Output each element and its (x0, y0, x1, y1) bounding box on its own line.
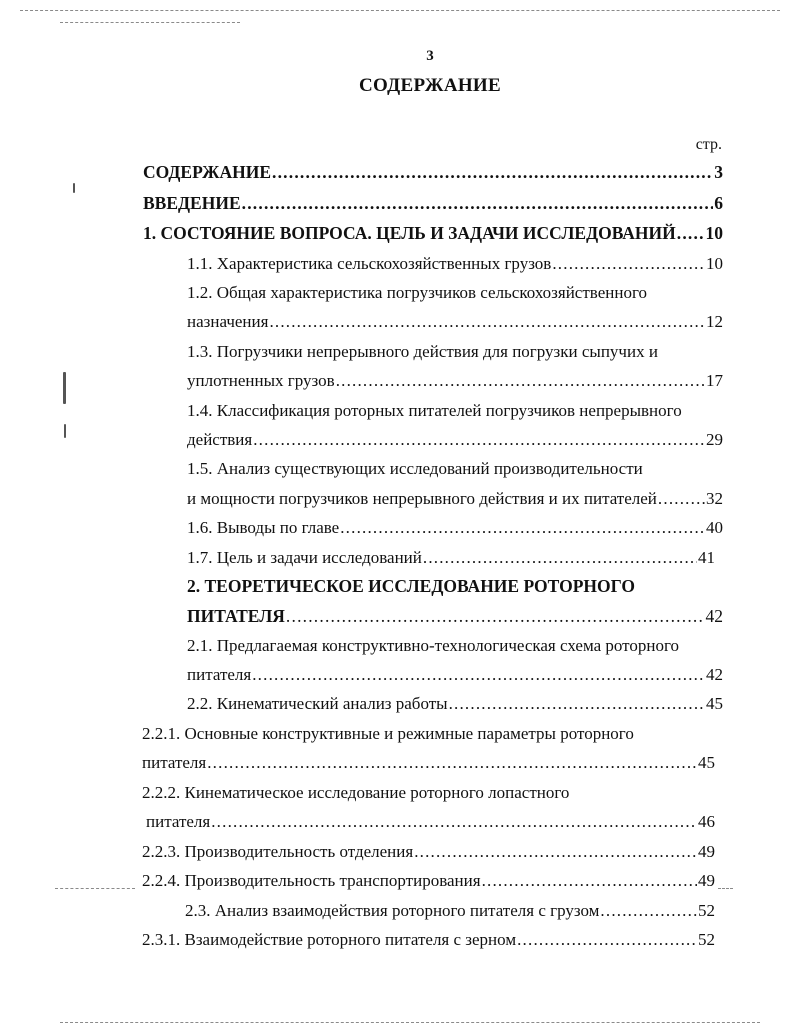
toc-entry-1-7[interactable]: 1.7. Цель и задачи исследований ..... 41 (187, 548, 715, 570)
toc-entry-2-2-2-cont[interactable]: питателя ..... 46 (146, 812, 715, 834)
toc-entry-1-3[interactable]: 1.3. Погрузчики непрерывного действия для погрузки сыпучих и (187, 342, 658, 361)
toc-entry-1-2[interactable]: 1.2. Общая характеристика погрузчиков сельскохозяйственного (187, 283, 647, 302)
toc-entry-chapter-2[interactable]: 2. ТЕОРЕТИЧЕСКОЕ ИССЛЕДОВАНИЕ РОТОРНОГО (187, 576, 635, 596)
scan-bottom-edge (60, 1022, 760, 1023)
toc-entry-2-2-2[interactable]: 2.2.2. Кинематическое исследование роторного лопастного (142, 783, 570, 802)
scan-mark (60, 22, 240, 23)
toc-entry-chapter-2-cont[interactable]: ПИТАТЕЛЯ ..... 42 (187, 606, 723, 628)
toc-entry-2-2-1[interactable]: 2.2.1. Основные конструктивные и режимные параметры роторного (142, 724, 634, 743)
toc-entry-2-3[interactable]: 2.3. Анализ взаимодействия роторного питателя с грузом ..... 52 (185, 901, 715, 923)
toc-entry-1-5[interactable]: 1.5. Анализ существующих исследований производительности (187, 459, 643, 478)
toc-entry-1-1[interactable]: 1.1. Характеристика сельскохозяйственных грузов ..... 10 (187, 254, 723, 276)
toc-entry-1-5-cont[interactable]: и мощности погрузчиков непрерывного действия и их питателей ..... 32 (187, 489, 723, 511)
scan-top-edge (20, 10, 780, 11)
toc-entry-1-3-cont[interactable]: уплотненных грузов ..... 17 (187, 371, 723, 393)
toc-entry-2-2-3[interactable]: 2.2.3. Производительность отделения ..... 49 (142, 842, 715, 864)
page-title: СОДЕРЖАНИЕ (359, 75, 501, 96)
toc-entry-introduction[interactable]: ВВЕДЕНИЕ ..... 6 (143, 193, 723, 215)
scan-speck (64, 424, 66, 438)
toc-entry-1-4-cont[interactable]: действия ..... 29 (187, 430, 723, 452)
scan-speck (63, 372, 66, 404)
toc-entry-2-3-1[interactable]: 2.3.1. Взаимодействие роторного питателя с зерном ..... 52 (142, 930, 715, 952)
toc-entry-1-4[interactable]: 1.4. Классификация роторных питателей погрузчиков непрерывного (187, 401, 682, 420)
page-number: 3 (426, 48, 434, 64)
scan-mark (718, 888, 733, 889)
toc-entry-2-1-cont[interactable]: питателя ..... 42 (187, 665, 723, 687)
toc-entry-1-2-cont[interactable]: назначения ..... 12 (187, 312, 723, 334)
toc-entry-2-2-1-cont[interactable]: питателя ..... 45 (142, 753, 715, 775)
toc-entry-2-2-4[interactable]: 2.2.4. Производительность транспортирования ..... 49 (142, 871, 715, 893)
scan-speck (73, 183, 75, 193)
scan-mark (55, 888, 135, 889)
toc-entry-chapter-1[interactable]: 1. СОСТОЯНИЕ ВОПРОСА. ЦЕЛЬ И ЗАДАЧИ ИССЛЕДОВАНИЙ ..... 10 (143, 223, 723, 245)
toc-entry-1-6[interactable]: 1.6. Выводы по главе ..... 40 (187, 518, 723, 540)
toc-entry-contents[interactable]: СОДЕРЖАНИЕ ..... 3 (143, 162, 723, 184)
toc-entry-2-2[interactable]: 2.2. Кинематический анализ работы ..... 45 (187, 694, 723, 716)
toc-entry-2-1[interactable]: 2.1. Предлагаемая конструктивно-технологическая схема роторного (187, 636, 680, 655)
page-column-label: стр. (695, 136, 722, 153)
